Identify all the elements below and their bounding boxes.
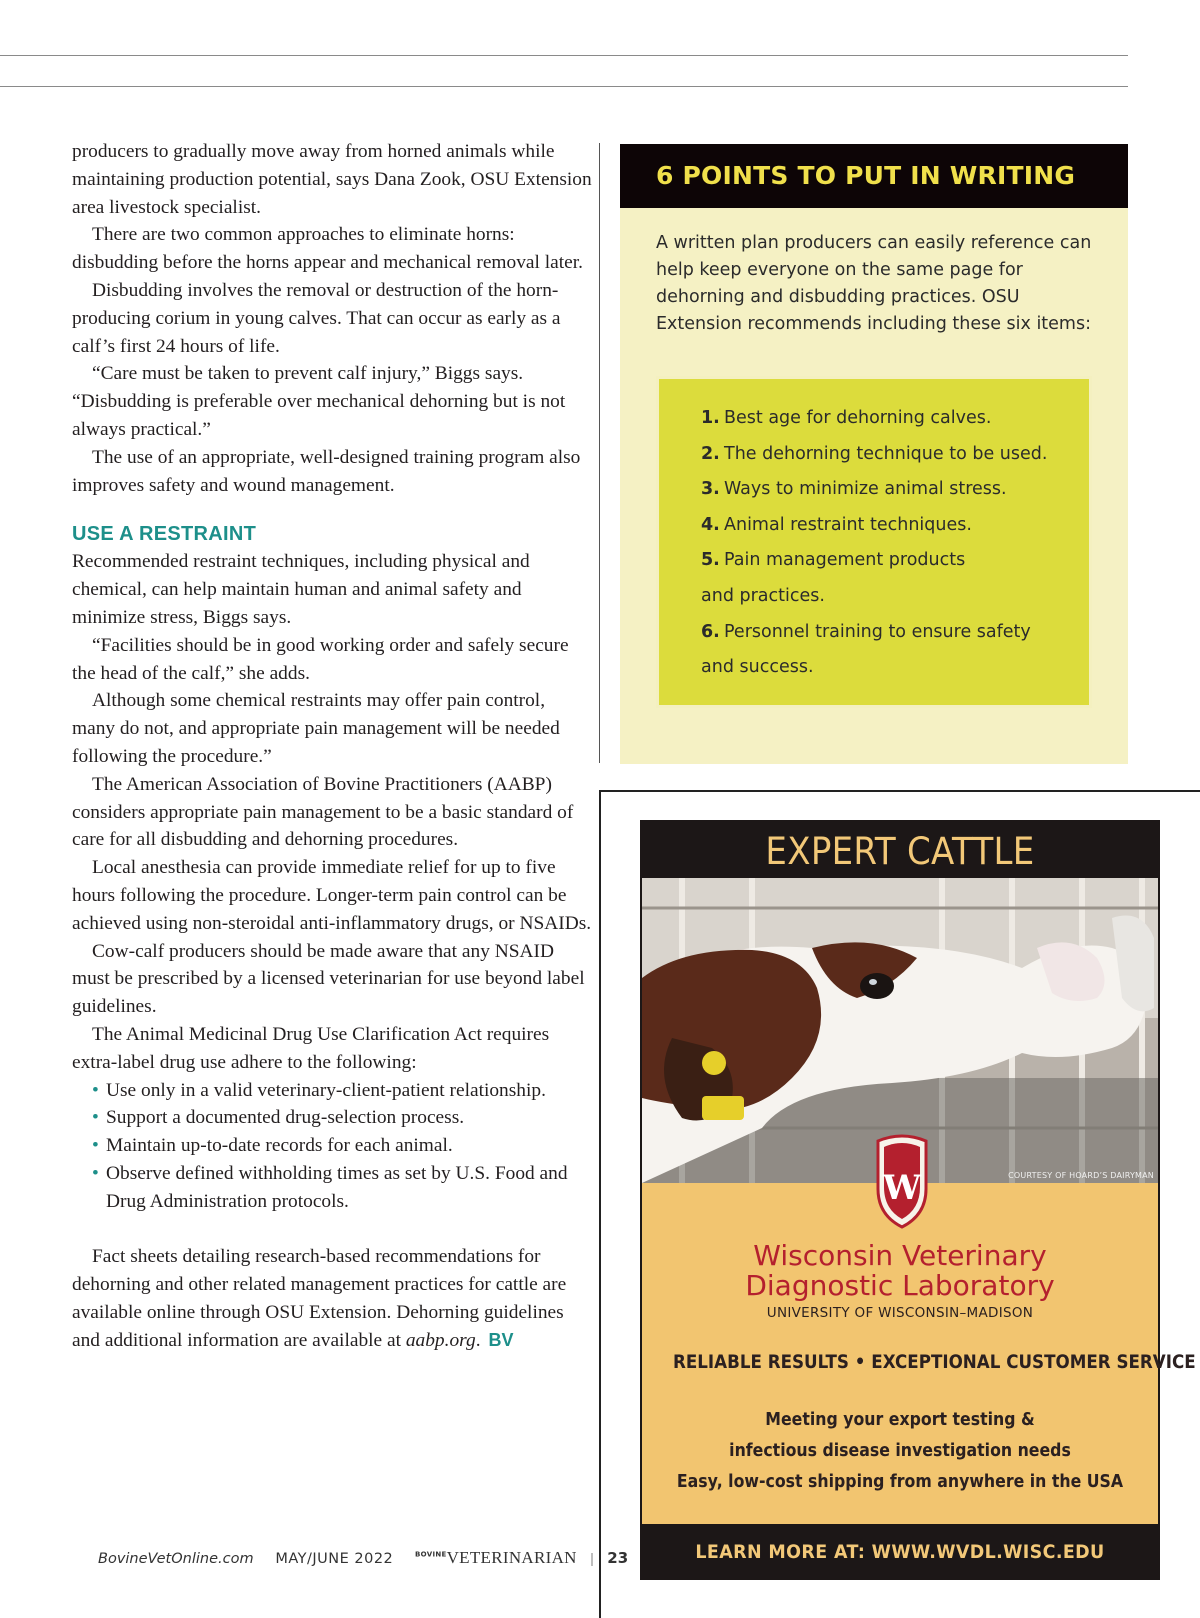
closing-period: . [475,1329,481,1351]
ad-headline: EXPERT CATTLE [765,830,1035,873]
top-rule [0,55,1128,56]
photo-credit: COURTESY OF HOARD’S DAIRYMAN [1008,1171,1154,1180]
point-item [701,508,1089,544]
page-footer [98,1548,628,1568]
sidebar-title: 6 POINTS TO PUT IN WRITING [620,144,1128,208]
point-item [701,615,1089,651]
section-heading: USE A RESTRAINT [72,523,257,546]
column-divider [599,143,600,763]
point-text: Pain management products [724,550,966,571]
page-number: 23 [607,1549,629,1567]
list-item-text: Maintain up-to-date records for each animal. [106,1135,453,1157]
article-paragraph: The American Association of Bovine Practitioners (AABP) considers appropriate pain management to be a basic standard of care for all disbudding and dehorning procedures. [72,773,574,851]
point-number: 1. [701,408,720,428]
article-paragraph: The Animal Medicinal Drug Use Clarification Act requires extra-label drug use adhere to the following: [72,1023,550,1073]
closing-paragraph [72,1243,592,1354]
article-paragraph: producers to gradually move away from horned animals while maintaining production potential, says Dana Zook, OSU Extension area livestock specialist. [72,141,592,218]
point-text: The dehorning technique to be used. [724,443,1048,464]
footer-separator: | [590,1551,594,1567]
ad-frame [599,790,1200,792]
list-item [92,1132,592,1160]
end-mark: BV [488,1329,514,1350]
list-item [92,1160,592,1216]
article-paragraph: The use of an appropriate, well-designed training program also improves safety and wound management. [72,446,581,496]
article-paragraph: Cow-calf producers should be made aware that any NSAID must be prescribed by a licensed veterinarian for use beyond label guidelines. [72,940,585,1018]
point-item [701,437,1089,473]
ad-cta-link[interactable]: LEARN MORE AT: WWW.WVDL.WISC.EDU [695,1541,1105,1563]
point-number: 6. [701,621,720,642]
article-paragraph: There are two common approaches to eliminate horns: disbudding before the horns appear and mechanical removal later. [72,224,583,274]
footer-site[interactable]: BovineVetOnline.com [98,1551,254,1567]
article-paragraph: Disbudding involves the removal or destruction of the horn-producing corium in young calves. That can occur as early as a calf’s first 24 hours of life. [72,279,561,357]
article-paragraph: “Facilities should be in good working order and safely secure the head of the calf,” she adds. [72,634,569,684]
bullet-icon: • [92,1107,99,1129]
magazine-logo [415,1548,577,1567]
list-item-text: Support a documented drug-selection process. [106,1107,465,1129]
ad-detail: Easy, low-cost shipping from anywhere in the USA [676,1472,1124,1492]
article-paragraph: Recommended restraint techniques, including physical and chemical, can help maintain human and animal safety and minimize stress, Biggs says. [72,551,530,628]
footer-issue: MAY/JUNE 2022 [275,1551,394,1567]
crest-letter: W [882,1168,922,1208]
point-text: Personnel training to ensure safety [724,621,1031,642]
lab-name [642,1241,1158,1301]
closing-text: Fact sheets detailing research-based recommendations for dehorning and other related management practices for cattle are available online through OSU Extension. Dehorning guidelines and additional information are available at [72,1246,567,1351]
ad-frame [599,790,601,1618]
ad-detail: Meeting your export testing & [765,1410,1035,1430]
point-text: Best age for dehorning calves. [724,408,992,428]
ad-detail: infectious disease investigation needs [729,1441,1071,1461]
article-column [72,138,592,1355]
list-item-text: Use only in a valid veterinary-client-patient relationship. [106,1079,546,1101]
top-rule-2 [0,86,1128,87]
article-paragraph: Local anesthesia can provide immediate relief for up to five hours following the procedure. Longer-term pain control can be achieved using non-steroidal anti-inflammatory drugs, or NSAIDs. [72,857,592,934]
bullet-icon: • [92,1162,99,1184]
sidebar-list-panel [656,376,1092,708]
point-item-continued: and success. [701,657,814,678]
university-crest-icon [870,1131,934,1229]
article-paragraph: “Care must be taken to prevent calf injury,” Biggs says. “Disbudding is preferable over mechanical dehorning but is not always practical.” [72,363,566,440]
list-item [92,1104,592,1132]
bullet-icon: • [92,1079,99,1101]
ad-tagline: RELIABLE RESULTS • EXCEPTIONAL CUSTOMER SERVICE [672,1351,1196,1373]
magazine-logo-text: VETERINARIAN [446,1548,577,1567]
spacer [72,1215,592,1243]
lab-name-line: Diagnostic Laboratory [745,1269,1055,1302]
point-text: Ways to minimize animal stress. [724,479,1007,500]
point-item [701,543,1089,579]
aabp-link[interactable]: aabp.org [405,1329,476,1351]
list-item [92,1077,592,1105]
point-item [701,401,1089,437]
lab-name-line: Wisconsin Veterinary [753,1239,1047,1272]
sidebar-box [620,144,1128,764]
list-item-text: Observe defined withholding times as set by U.S. Food and Drug Administration protocols. [106,1162,568,1212]
point-number: 2. [701,443,720,464]
advertisement[interactable] [640,820,1196,1580]
university-name: UNIVERSITY OF WISCONSIN–MADISON [766,1305,1034,1321]
point-item [701,472,1089,508]
article-paragraph: Although some chemical restraints may offer pain control, many do not, and appropriate pain management will be needed following the procedure.” [72,690,560,767]
point-text: Animal restraint techniques. [724,514,972,535]
requirements-list [72,1077,592,1216]
sidebar-intro: A written plan producers can easily reference can help keep everyone on the same page for dehorning and disbudding practices. OSU Extension recommends including these six items: [656,233,1092,334]
point-number: 4. [701,514,720,535]
bullet-icon: • [92,1135,99,1157]
magazine-logo-small: BOVINE [415,1550,447,1559]
point-number: 5. [701,550,720,571]
points-list [659,379,1089,686]
point-number: 3. [701,479,720,500]
point-item-continued: and practices. [701,585,825,606]
